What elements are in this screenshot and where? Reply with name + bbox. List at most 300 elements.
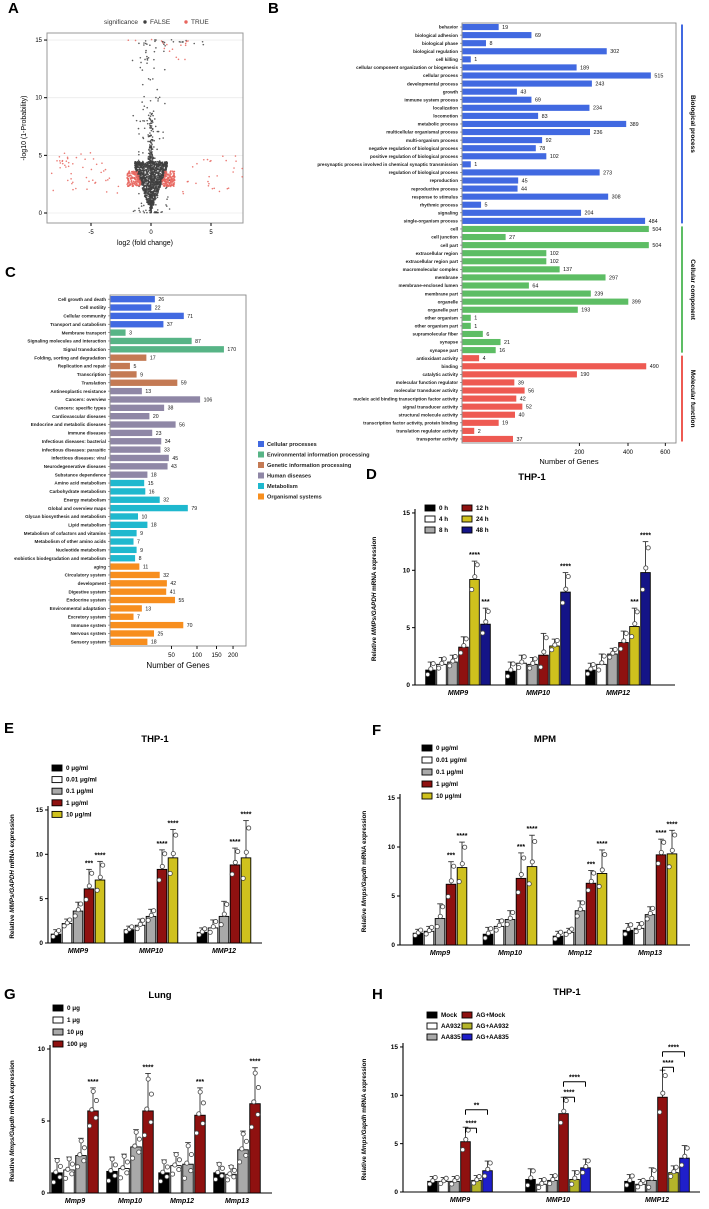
svg-text:other organism part: other organism part bbox=[414, 323, 458, 329]
svg-text:growth: growth bbox=[442, 89, 458, 95]
svg-text:Membrane transport: Membrane transport bbox=[61, 330, 106, 336]
svg-text:signaling: signaling bbox=[437, 210, 458, 216]
svg-text:****: **** bbox=[249, 1058, 261, 1066]
svg-text:single-organism process: single-organism process bbox=[403, 218, 458, 224]
svg-text:Mmp9: Mmp9 bbox=[64, 1198, 86, 1205]
svg-text:5: 5 bbox=[133, 363, 137, 370]
svg-text:170: 170 bbox=[227, 347, 237, 354]
svg-text:regulation of biological proce: regulation of biological process bbox=[388, 170, 458, 176]
svg-text:0: 0 bbox=[394, 1189, 398, 1197]
svg-text:Xenobiotics biodegradation and: Xenobiotics biodegradation and metabolism bbox=[14, 555, 106, 561]
thp1-inhibitor-bar-chart bbox=[350, 960, 709, 1209]
svg-text:1 μg/ml: 1 μg/ml bbox=[66, 799, 89, 807]
svg-text:102: 102 bbox=[549, 251, 559, 258]
svg-text:Translation: Translation bbox=[81, 380, 106, 386]
svg-text:Carbohydrate metabolism: Carbohydrate metabolism bbox=[49, 489, 106, 495]
svg-text:18: 18 bbox=[150, 472, 157, 479]
svg-text:Cancers: overview: Cancers: overview bbox=[65, 397, 106, 403]
svg-text:1 μg: 1 μg bbox=[67, 1017, 80, 1024]
svg-text:Signaling molecules and intera: Signaling molecules and interaction bbox=[27, 338, 106, 344]
svg-text:significance: significance bbox=[104, 19, 138, 26]
svg-text:5: 5 bbox=[38, 153, 42, 160]
svg-text:59: 59 bbox=[180, 380, 187, 387]
svg-text:Folding, sorting and degradati: Folding, sorting and degradation bbox=[34, 355, 106, 361]
svg-text:negative regulation of biologi: negative regulation of biological process bbox=[368, 145, 458, 151]
svg-text:484: 484 bbox=[648, 218, 658, 225]
svg-text:Lipid metabolism: Lipid metabolism bbox=[68, 522, 106, 528]
svg-text:extracellular region part: extracellular region part bbox=[405, 258, 458, 264]
panel-g-label: G bbox=[4, 986, 16, 1003]
panel-c-label: C bbox=[5, 264, 16, 281]
svg-text:204: 204 bbox=[584, 210, 594, 217]
svg-text:92: 92 bbox=[545, 138, 552, 145]
svg-text:****: **** bbox=[662, 1059, 674, 1067]
svg-text:23: 23 bbox=[155, 430, 162, 437]
svg-text:100 μg: 100 μg bbox=[67, 1041, 87, 1048]
svg-text:Environmental information proc: Environmental information processing bbox=[267, 452, 370, 459]
svg-text:8 h: 8 h bbox=[439, 527, 449, 534]
svg-text:****: **** bbox=[142, 1064, 154, 1072]
svg-text:10 μg/ml: 10 μg/ml bbox=[436, 793, 462, 800]
svg-text:***: *** bbox=[630, 599, 639, 607]
svg-text:Energy metabolism: Energy metabolism bbox=[63, 497, 106, 503]
svg-text:Amino acid metabolism: Amino acid metabolism bbox=[54, 480, 106, 486]
svg-text:11: 11 bbox=[142, 564, 149, 571]
svg-text:organelle part: organelle part bbox=[427, 307, 458, 313]
svg-text:Excretory system: Excretory system bbox=[67, 614, 106, 620]
svg-text:****: **** bbox=[465, 1120, 477, 1128]
svg-text:membrane-enclosed lumen: membrane-enclosed lumen bbox=[398, 283, 458, 289]
svg-text:55: 55 bbox=[178, 597, 185, 604]
svg-text:cell killing: cell killing bbox=[435, 57, 458, 63]
svg-text:189: 189 bbox=[580, 65, 590, 72]
svg-text:binding: binding bbox=[441, 363, 458, 369]
svg-text:16: 16 bbox=[148, 489, 155, 496]
svg-text:16: 16 bbox=[499, 348, 506, 355]
svg-text:399: 399 bbox=[631, 299, 641, 306]
svg-text:presynaptic process involved i: presynaptic process involved in chemical synaptic transmission bbox=[317, 162, 458, 168]
svg-text:biological adhesion: biological adhesion bbox=[415, 32, 458, 38]
svg-text:39: 39 bbox=[517, 380, 524, 387]
svg-text:5: 5 bbox=[406, 624, 410, 632]
svg-text:79: 79 bbox=[191, 506, 198, 513]
svg-text:AA932: AA932 bbox=[441, 1023, 461, 1030]
svg-text:Transport and catabolism: Transport and catabolism bbox=[50, 321, 106, 327]
svg-text:Relative Mmps/Gapdh mRNA expre: Relative Mmps/Gapdh mRNA expression bbox=[361, 810, 368, 933]
svg-text:molecular function regulator: molecular function regulator bbox=[395, 380, 458, 386]
svg-text:1 μg/ml: 1 μg/ml bbox=[436, 781, 459, 788]
svg-text:5: 5 bbox=[39, 895, 43, 903]
svg-text:reproductive process: reproductive process bbox=[411, 186, 458, 192]
svg-text:45: 45 bbox=[172, 455, 179, 462]
svg-text:21: 21 bbox=[504, 339, 511, 346]
svg-text:MMP9: MMP9 bbox=[449, 1197, 471, 1204]
svg-text:13: 13 bbox=[145, 606, 152, 613]
svg-text:5: 5 bbox=[484, 202, 488, 209]
svg-text:Cellular processes: Cellular processes bbox=[267, 442, 317, 448]
svg-text:AA835: AA835 bbox=[441, 1034, 461, 1041]
svg-text:10: 10 bbox=[35, 95, 42, 102]
svg-text:0: 0 bbox=[149, 230, 153, 236]
svg-text:****: **** bbox=[666, 821, 678, 829]
svg-text:200: 200 bbox=[574, 450, 585, 456]
svg-text:504: 504 bbox=[652, 226, 662, 233]
svg-text:42: 42 bbox=[519, 396, 526, 403]
panel-h-label: H bbox=[372, 986, 383, 1003]
svg-text:0 μg/ml: 0 μg/ml bbox=[436, 745, 459, 752]
svg-text:****: **** bbox=[229, 839, 241, 847]
svg-text:***: *** bbox=[195, 1078, 205, 1086]
svg-text:metabolic process: metabolic process bbox=[417, 121, 458, 127]
svg-text:Mmp13: Mmp13 bbox=[637, 950, 663, 957]
svg-text:biological regulation: biological regulation bbox=[413, 48, 458, 54]
svg-text:2: 2 bbox=[477, 428, 481, 435]
svg-text:302: 302 bbox=[610, 49, 620, 56]
svg-text:43: 43 bbox=[520, 89, 527, 96]
svg-text:synapse: synapse bbox=[439, 339, 458, 345]
svg-text:Immune diseases: Immune diseases bbox=[67, 430, 106, 436]
svg-text:membrane part: membrane part bbox=[424, 291, 458, 297]
svg-text:behavior: behavior bbox=[438, 24, 458, 30]
svg-text:****: **** bbox=[668, 1044, 679, 1052]
svg-text:25: 25 bbox=[157, 631, 164, 638]
svg-text:Antineoplastic resistance: Antineoplastic resistance bbox=[50, 388, 106, 394]
svg-text:membrane: membrane bbox=[434, 275, 458, 281]
svg-text:Mmp12: Mmp12 bbox=[567, 950, 593, 957]
svg-text:Cellular component: Cellular component bbox=[689, 259, 696, 320]
svg-text:64: 64 bbox=[532, 283, 539, 290]
svg-text:Cell motility: Cell motility bbox=[79, 305, 106, 311]
thp1-timecourse-bar-chart bbox=[360, 462, 709, 705]
svg-text:102: 102 bbox=[549, 259, 559, 266]
svg-text:localization: localization bbox=[432, 105, 458, 111]
svg-text:10: 10 bbox=[390, 1092, 398, 1100]
svg-text:Relative Mmps/Gapdh mRNA expre: Relative Mmps/Gapdh mRNA expression bbox=[361, 1058, 368, 1181]
svg-text:150: 150 bbox=[211, 653, 222, 659]
svg-text:TRUE: TRUE bbox=[191, 19, 209, 26]
svg-text:Cancers: specific types: Cancers: specific types bbox=[54, 405, 106, 411]
svg-text:18: 18 bbox=[150, 522, 157, 529]
svg-text:Immune system: Immune system bbox=[71, 622, 106, 628]
svg-text:38: 38 bbox=[167, 405, 174, 412]
svg-text:cell: cell bbox=[450, 226, 458, 232]
svg-text:organelle: organelle bbox=[437, 299, 458, 305]
svg-text:macromolecular complex: macromolecular complex bbox=[402, 267, 458, 273]
svg-text:development: development bbox=[77, 581, 106, 587]
svg-text:12 h: 12 h bbox=[476, 505, 489, 512]
svg-text:0: 0 bbox=[38, 211, 42, 217]
svg-text:Nervous system: Nervous system bbox=[70, 631, 106, 637]
svg-text:Digestive system: Digestive system bbox=[68, 589, 106, 595]
svg-text:5: 5 bbox=[41, 1118, 45, 1126]
svg-text:MMP10: MMP10 bbox=[138, 948, 164, 955]
svg-text:Cell growth and death: Cell growth and death bbox=[58, 296, 106, 302]
svg-text:Genetic information processing: Genetic information processing bbox=[267, 463, 352, 469]
svg-text:600: 600 bbox=[660, 450, 671, 456]
svg-text:structural molecule activity: structural molecule activity bbox=[398, 412, 458, 418]
svg-text:cellular process: cellular process bbox=[423, 73, 458, 79]
svg-text:8: 8 bbox=[138, 556, 142, 563]
svg-text:Mock: Mock bbox=[441, 1012, 458, 1019]
svg-text:6: 6 bbox=[486, 331, 490, 338]
svg-text:515: 515 bbox=[654, 73, 664, 80]
svg-text:33: 33 bbox=[163, 447, 170, 454]
svg-text:molecular transducer activity: molecular transducer activity bbox=[394, 388, 458, 394]
svg-text:MMP10: MMP10 bbox=[525, 690, 551, 697]
svg-text:****: **** bbox=[640, 532, 651, 540]
svg-text:308: 308 bbox=[611, 194, 621, 201]
panel-e-label: E bbox=[4, 720, 15, 737]
svg-text:10: 10 bbox=[387, 844, 395, 852]
svg-text:reproduction: reproduction bbox=[429, 178, 458, 184]
svg-text:other organism: other organism bbox=[424, 315, 458, 321]
svg-text:22: 22 bbox=[154, 305, 161, 312]
svg-text:200: 200 bbox=[228, 653, 239, 659]
svg-text:cellular component organizatio: cellular component organization or biogenesis bbox=[356, 65, 458, 71]
svg-text:44: 44 bbox=[521, 186, 528, 193]
svg-text:69: 69 bbox=[534, 33, 541, 40]
svg-text:log2 (fold change): log2 (fold change) bbox=[116, 240, 174, 247]
svg-text:87: 87 bbox=[195, 338, 201, 345]
svg-text:FALSE: FALSE bbox=[150, 19, 171, 26]
svg-text:0 h: 0 h bbox=[439, 505, 449, 512]
svg-text:MMP9: MMP9 bbox=[67, 948, 89, 955]
svg-text:32: 32 bbox=[163, 497, 169, 504]
svg-text:15: 15 bbox=[35, 38, 42, 45]
svg-text:THP-1: THP-1 bbox=[141, 734, 169, 745]
svg-text:AG+AA835: AG+AA835 bbox=[476, 1034, 509, 1041]
svg-text:***: *** bbox=[446, 852, 456, 860]
svg-text:cell part: cell part bbox=[440, 242, 458, 248]
svg-text:Relative MMPs/GAPDH mRNA expre: Relative MMPs/GAPDH mRNA expression bbox=[371, 536, 378, 662]
svg-text:9: 9 bbox=[140, 547, 143, 554]
svg-text:1: 1 bbox=[474, 57, 478, 64]
mpm-dose-bar-chart bbox=[350, 702, 709, 969]
svg-text:Endocrine and metabolic diseas: Endocrine and metabolic diseases bbox=[30, 422, 106, 428]
svg-text:****: **** bbox=[563, 1089, 575, 1097]
svg-text:50: 50 bbox=[168, 653, 175, 659]
svg-text:THP-1: THP-1 bbox=[553, 987, 581, 998]
svg-text:43: 43 bbox=[171, 464, 177, 471]
svg-text:5: 5 bbox=[209, 230, 213, 236]
svg-text:MPM: MPM bbox=[533, 734, 557, 745]
svg-text:cell junction: cell junction bbox=[431, 234, 458, 240]
svg-text:Infectious diseases: bacterial: Infectious diseases: bacterial bbox=[41, 438, 106, 444]
svg-text:Mmp10: Mmp10 bbox=[497, 950, 523, 957]
svg-text:****: **** bbox=[156, 840, 168, 848]
svg-text:13: 13 bbox=[145, 389, 152, 396]
svg-text:Infectious diseases: parasitic: Infectious diseases: parasitic bbox=[41, 447, 106, 453]
svg-text:24 h: 24 h bbox=[476, 516, 489, 523]
svg-text:synapse part: synapse part bbox=[429, 347, 458, 353]
svg-text:Relative MMPs/GAPDH mRNA expre: Relative MMPs/GAPDH mRNA expression bbox=[9, 814, 16, 939]
svg-text:42: 42 bbox=[170, 581, 177, 588]
panel-b-label: B bbox=[268, 0, 279, 17]
svg-text:Infectious diseases: viral: Infectious diseases: viral bbox=[51, 455, 106, 461]
svg-text:32: 32 bbox=[163, 572, 169, 579]
svg-text:15: 15 bbox=[387, 795, 395, 803]
svg-text:70: 70 bbox=[186, 623, 193, 630]
svg-text:69: 69 bbox=[534, 97, 541, 104]
svg-text:locomotion: locomotion bbox=[433, 113, 458, 119]
svg-text:239: 239 bbox=[594, 291, 604, 298]
svg-text:-log10 (1-Probability): -log10 (1-Probability) bbox=[21, 95, 28, 161]
svg-text:Nucleotide metabolism: Nucleotide metabolism bbox=[55, 547, 106, 553]
svg-text:signal transducer activity: signal transducer activity bbox=[402, 404, 458, 410]
thp1-dose-bar-chart bbox=[0, 702, 360, 969]
svg-text:positive regulation of biologi: positive regulation of biological process bbox=[369, 153, 458, 159]
svg-text:40: 40 bbox=[518, 412, 525, 419]
svg-text:immune system process: immune system process bbox=[404, 97, 458, 103]
lung-dose-bar-chart bbox=[0, 960, 360, 1209]
svg-text:56: 56 bbox=[528, 388, 535, 395]
svg-text:20: 20 bbox=[152, 414, 159, 421]
svg-text:Biological process: Biological process bbox=[689, 95, 696, 153]
svg-text:78: 78 bbox=[539, 146, 546, 153]
svg-text:THP-1: THP-1 bbox=[518, 472, 546, 483]
svg-text:7: 7 bbox=[137, 614, 140, 621]
svg-text:Cellular community: Cellular community bbox=[63, 313, 106, 319]
svg-text:catalytic activity: catalytic activity bbox=[422, 372, 458, 378]
svg-text:****: **** bbox=[596, 840, 608, 848]
svg-text:Number of Genes: Number of Genes bbox=[146, 661, 210, 670]
svg-text:1: 1 bbox=[474, 323, 478, 330]
panel-f-label: F bbox=[372, 722, 382, 739]
svg-text:****: **** bbox=[456, 833, 468, 841]
svg-text:Number of Genes: Number of Genes bbox=[539, 457, 599, 466]
panel-a-label: A bbox=[8, 0, 19, 17]
svg-text:antioxidant activity: antioxidant activity bbox=[416, 355, 458, 361]
svg-text:-5: -5 bbox=[88, 230, 94, 236]
svg-text:10 μg/ml: 10 μg/ml bbox=[66, 811, 92, 819]
svg-text:17: 17 bbox=[149, 355, 156, 362]
svg-text:0.1 μg/ml: 0.1 μg/ml bbox=[66, 788, 94, 796]
svg-text:5: 5 bbox=[391, 893, 395, 901]
svg-text:1: 1 bbox=[474, 315, 478, 322]
svg-text:Metabolism: Metabolism bbox=[267, 484, 298, 490]
svg-text:Mmp10: Mmp10 bbox=[117, 1198, 143, 1205]
svg-text:Mmp12: Mmp12 bbox=[169, 1198, 195, 1205]
svg-text:AG+Mock: AG+Mock bbox=[476, 1012, 506, 1019]
svg-text:0: 0 bbox=[39, 940, 43, 948]
volcano-plot bbox=[14, 6, 264, 255]
svg-text:MMP9: MMP9 bbox=[447, 690, 469, 697]
svg-text:0.01 μg/ml: 0.01 μg/ml bbox=[66, 776, 97, 784]
svg-text:****: **** bbox=[569, 1074, 580, 1082]
svg-text:Metabolism of cofactors and vi: Metabolism of cofactors and vitamins bbox=[23, 530, 106, 536]
svg-text:Neurodegenerative diseases: Neurodegenerative diseases bbox=[43, 464, 106, 470]
svg-text:****: **** bbox=[240, 811, 252, 819]
svg-text:***: *** bbox=[481, 599, 490, 607]
svg-text:Lung: Lung bbox=[148, 990, 172, 1001]
svg-text:4: 4 bbox=[482, 356, 486, 363]
svg-text:15: 15 bbox=[147, 480, 154, 487]
svg-text:transcription factor activity,: transcription factor activity, protein binding bbox=[363, 420, 458, 426]
svg-text:34: 34 bbox=[164, 439, 171, 446]
svg-text:nucleic acid binding transcrip: nucleic acid binding transcription factor activity bbox=[353, 396, 458, 402]
svg-text:45: 45 bbox=[521, 178, 528, 185]
svg-text:10: 10 bbox=[402, 567, 410, 575]
svg-text:52: 52 bbox=[525, 404, 532, 411]
svg-text:0.1 μg/ml: 0.1 μg/ml bbox=[436, 769, 464, 776]
svg-text:10 μg: 10 μg bbox=[67, 1029, 84, 1036]
svg-text:Substance dependence: Substance dependence bbox=[54, 472, 106, 478]
svg-text:Organismal systems: Organismal systems bbox=[267, 494, 322, 501]
svg-text:MMP12: MMP12 bbox=[605, 690, 631, 697]
svg-text:400: 400 bbox=[622, 450, 634, 456]
svg-text:Human diseases: Human diseases bbox=[267, 473, 312, 480]
svg-text:9: 9 bbox=[140, 372, 143, 379]
svg-text:19: 19 bbox=[502, 420, 509, 427]
svg-text:236: 236 bbox=[593, 129, 603, 136]
svg-text:7: 7 bbox=[137, 539, 140, 546]
svg-text:multi-organism process: multi-organism process bbox=[405, 137, 458, 143]
svg-text:5: 5 bbox=[394, 1140, 398, 1148]
svg-text:83: 83 bbox=[541, 113, 548, 120]
svg-text:aging: aging bbox=[93, 564, 106, 570]
svg-text:Transcription: Transcription bbox=[76, 372, 106, 378]
svg-text:translation regulator activity: translation regulator activity bbox=[396, 428, 458, 434]
svg-text:71: 71 bbox=[187, 313, 194, 320]
svg-text:9: 9 bbox=[140, 531, 143, 538]
svg-text:490: 490 bbox=[649, 364, 659, 371]
svg-text:Global and overview maps: Global and overview maps bbox=[48, 505, 106, 511]
svg-text:multicellular organismal proce: multicellular organismal process bbox=[386, 129, 458, 135]
svg-text:106: 106 bbox=[203, 397, 213, 404]
svg-text:Replication and repair: Replication and repair bbox=[57, 363, 106, 369]
svg-text:273: 273 bbox=[603, 170, 613, 177]
svg-text:190: 190 bbox=[580, 372, 590, 379]
svg-text:supramolecular fiber: supramolecular fiber bbox=[412, 331, 458, 337]
svg-text:MMP10: MMP10 bbox=[545, 1197, 571, 1204]
svg-text:Relative Mmps/Gapdh mRNA expre: Relative Mmps/Gapdh mRNA expression bbox=[9, 1060, 16, 1182]
svg-text:0.01 μg/ml: 0.01 μg/ml bbox=[436, 757, 467, 764]
svg-text:**: ** bbox=[473, 1102, 480, 1110]
svg-text:****: **** bbox=[167, 820, 179, 828]
svg-text:Cardiovascular diseases: Cardiovascular diseases bbox=[52, 413, 106, 419]
svg-text:****: **** bbox=[655, 830, 667, 838]
kegg-pathways-bar-chart bbox=[14, 250, 404, 685]
svg-text:56: 56 bbox=[179, 422, 185, 429]
svg-text:***: *** bbox=[84, 860, 94, 868]
svg-text:297: 297 bbox=[609, 275, 619, 282]
svg-text:27: 27 bbox=[509, 234, 516, 241]
svg-text:Sensory system: Sensory system bbox=[70, 639, 106, 645]
svg-text:0: 0 bbox=[391, 942, 395, 950]
svg-text:Environmental adaptation: Environmental adaptation bbox=[49, 606, 106, 612]
svg-text:response to stimulus: response to stimulus bbox=[411, 194, 458, 200]
svg-text:243: 243 bbox=[595, 81, 605, 88]
svg-text:Mmp13: Mmp13 bbox=[224, 1198, 250, 1205]
svg-text:AG+AA932: AG+AA932 bbox=[476, 1023, 509, 1030]
svg-text:transporter activity: transporter activity bbox=[416, 436, 458, 442]
svg-text:****: **** bbox=[87, 1078, 99, 1086]
svg-text:137: 137 bbox=[563, 267, 573, 274]
svg-text:0: 0 bbox=[41, 1190, 45, 1198]
svg-text:extracellular region: extracellular region bbox=[415, 250, 458, 256]
panel-d-label: D bbox=[366, 466, 377, 483]
svg-text:Mmp9: Mmp9 bbox=[429, 950, 451, 957]
svg-text:100: 100 bbox=[191, 653, 203, 659]
svg-text:18: 18 bbox=[150, 639, 157, 646]
svg-text:37: 37 bbox=[166, 322, 173, 329]
svg-text:48 h: 48 h bbox=[476, 527, 489, 534]
svg-text:19: 19 bbox=[502, 24, 509, 31]
svg-text:developmental process: developmental process bbox=[406, 81, 458, 87]
svg-text:193: 193 bbox=[581, 307, 591, 314]
svg-text:1: 1 bbox=[474, 162, 478, 169]
svg-text:Glycan biosynthesis and metabo: Glycan biosynthesis and metabolism bbox=[25, 514, 106, 520]
